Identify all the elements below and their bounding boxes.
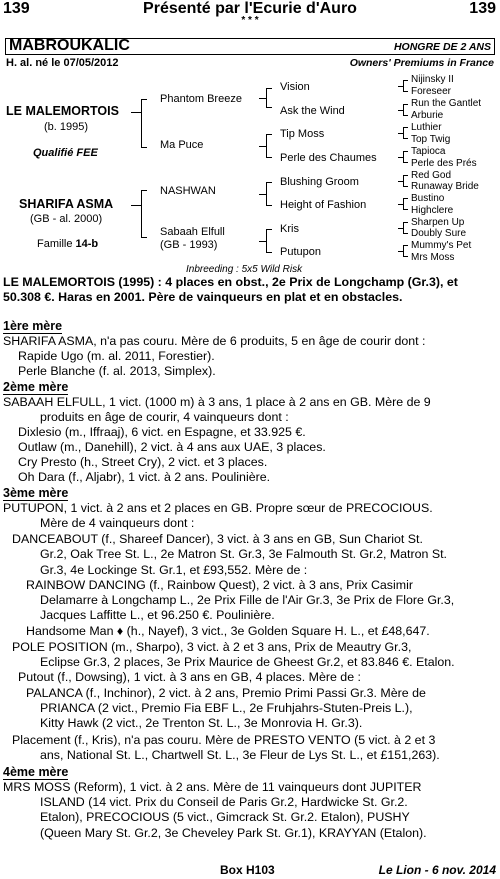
header-stars: * * * (241, 15, 259, 26)
m3-line: POLE POSITION (m., Sharpo), 3 vict. à 2 et 3 ans, Prix de Meautry Gr.3, (12, 640, 412, 654)
g3-height-of-fashion: Height of Fashion (280, 199, 367, 211)
section-third-dam: 3ème mère (3, 486, 69, 500)
m3-line: Mère de 4 vainqueurs dont : (40, 516, 195, 530)
section-fourth-dam: 4ème mère (3, 765, 69, 779)
m4-line: ISLAND (14 vict. Prix du Conseil de Paris Gr.2, Hardwicke St. Gr.2. (40, 795, 408, 809)
horse-sex-age: HONGRE DE 2 ANS (393, 41, 491, 53)
m4-line: Etalon), PRECOCIOUS (5 vict., Gimcrack St. Gr.2. Etalon), PUSHY (40, 810, 410, 824)
m3-line: ans, National St. L., Chartwell St. L., 3e Fleur de Lys St. L., et £151,263). (40, 748, 440, 762)
sire-birth: (b. 1995) (44, 121, 89, 133)
m3-line: Kitty Hawk (2 vict., 2e Trenton St. L., 3e Monrovia H. Gr.3). (40, 716, 363, 730)
m1-line: SHARIFA ASMA, n'a pas couru. Mère de 6 produits, 5 en âge de courir dont : (3, 334, 426, 348)
g3-ask-the-wind: Ask the Wind (280, 105, 345, 117)
m3-line: DANCEABOUT (f., Shareef Dancer), 3 vict. à 3 ans en GB, Sun Chariot St. (12, 532, 423, 546)
m3-line: Putout (f., Dowsing), 1 vict. à 3 ans en GB, 4 places. Mère de : (18, 670, 361, 684)
g4-perle-des-pres: Perle des Prés (411, 158, 477, 169)
m3-line: Gr.2, Oak Tree St. L., 2e Matron St. Gr.3, 3e Falmouth St. Gr.2, Matron St. (40, 547, 447, 561)
g3-perle-des-chaumes: Perle des Chaumes (280, 152, 377, 164)
m3-line: Handsome Man ♦ (h., Nayef), 3 vict., 3e Golden Square H. L., et £48,647. (26, 624, 430, 638)
g3-kris: Kris (280, 223, 299, 235)
horse-name: MABROUKALIC (9, 37, 130, 54)
g4-arburie: Arburie (411, 110, 444, 121)
g4-nijinsky-ii: Nijinsky II (411, 74, 454, 85)
m2-line: Dixlesio (m., Iffraaj), 6 vict. en Espagne, et 33.925 €. (18, 425, 306, 439)
g2-sabaah-elfull-origin: (GB - 1993) (160, 239, 218, 251)
g4-doubly-sure: Doubly Sure (411, 228, 467, 239)
g4-top-twig: Top Twig (411, 134, 451, 145)
g4-foreseer: Foreseer (411, 86, 452, 97)
g3-putupon: Putupon (280, 246, 321, 258)
g4-bustino: Bustino (411, 193, 445, 204)
g3-blushing-groom: Blushing Groom (280, 176, 359, 188)
m2-line: produits en âge de courir, 4 vainqueurs dont : (40, 410, 289, 424)
m3-line: PUTUPON, 1 vict. à 2 ans et 2 places en GB. Propre sœur de PRECOCIOUS. (3, 501, 433, 515)
g4-tapioca: Tapioca (411, 146, 446, 157)
family: Famille 14-b (37, 238, 99, 250)
m3-line: Jacques Laffitte L., et 96.250 €. Poulinière. (40, 608, 275, 622)
sire-note-line-2: 50.308 €. Haras en 2001. Père de vainqueurs en plat et en obstacles. (3, 290, 403, 304)
horse-birth: H. al. né le 07/05/2012 (6, 57, 119, 69)
sire-name: LE MALEMORTOIS (6, 104, 119, 118)
page-number-left: 139 (3, 0, 30, 17)
section-second-dam: 2ème mère (3, 380, 69, 394)
g4-mrs-moss: Mrs Moss (411, 252, 455, 263)
g3-vision: Vision (280, 81, 310, 93)
dam-birth: (GB - al. 2000) (30, 213, 103, 225)
m2-line: SABAAH ELFULL, 1 vict. (1000 m) à 3 ans, 1 place à 2 ans en GB. Mère de 9 (3, 395, 431, 409)
g3-tip-moss: Tip Moss (280, 128, 325, 140)
g4-run-the-gantlet: Run the Gantlet (411, 98, 482, 109)
m3-line: Delamarre à Longchamp L., 2e Prix Fille de l'Air Gr.3, 3e Prix de Flore Gr.3, (40, 593, 455, 607)
g4-luthier: Luthier (411, 122, 442, 133)
sire-qualification: Qualifié FEE (33, 147, 98, 159)
g4-sharpen-up: Sharpen Up (411, 217, 465, 228)
g4-highclere: Highclere (411, 205, 454, 216)
page-title: Présenté par l'Ecurie d'Auro (143, 0, 357, 17)
m2-line: Outlaw (m., Danehill), 2 vict. à 4 ans aux UAE, 3 places. (18, 440, 326, 454)
page-number-right: 139 (469, 0, 496, 17)
g2-sabaah-elfull: Sabaah Elfull (160, 226, 225, 238)
g4-mummys-pet: Mummy's Pet (411, 240, 472, 251)
m3-line: Gr.3, 4e Lockinge St. Gr.1, et £93,552. Mère de : (40, 563, 308, 577)
g2-nashwan: NASHWAN (160, 185, 216, 197)
m3-line: RAINBOW DANCING (f., Rainbow Quest), 2 vict. à 3 ans, Prix Casimir (26, 578, 413, 592)
footer-box-number: Box H103 (220, 863, 275, 877)
g2-ma-puce: Ma Puce (160, 139, 204, 151)
m3-line: Eclipse Gr.3, 2 places, 3e Prix Maurice de Gheest Gr.2, et 83.846 €. Etalon. (40, 655, 455, 669)
m1-line: Rapide Ugo (m. al. 2011, Forestier). (18, 349, 215, 363)
section-first-dam: 1ère mère (3, 319, 63, 333)
dam-name: SHARIFA ASMA (19, 197, 114, 211)
m2-line: Oh Dara (f., Aljabr), 1 vict. à 2 ans. Poulinière. (18, 470, 271, 484)
m1-line: Perle Blanche (f. al. 2013, Simplex). (18, 364, 216, 378)
m4-line: MRS MOSS (Reform), 1 vict. à 2 ans. Mère de 11 vainqueurs dont JUPITER (3, 780, 422, 794)
m3-line: Placement (f., Kris), n'a pas couru. Mère de PRESTO VENTO (5 vict. à 2 et 3 (12, 733, 436, 747)
inbreeding-note: Inbreeding : 5x5 Wild Risk (186, 264, 303, 275)
m4-line: (Queen Mary St. Gr.2, 3e Cheveley Park St. Gr.1), KRAYYAN (Etalon). (40, 826, 427, 840)
sire-note-line-1: LE MALEMORTOIS (1995) : 4 places en obst., 2e Prix de Longchamp (Gr.3), et (3, 275, 458, 289)
g2-phantom-breeze: Phantom Breeze (160, 93, 242, 105)
owners-premiums: Owners' Premiums in France (349, 57, 494, 69)
m2-line: Cry Presto (h., Street Cry), 2 vict. et 3 places. (18, 455, 268, 469)
m3-line: PALANCA (f., Inchinor), 2 vict. à 2 ans, Premio Primi Passi Gr.3. Mère de (26, 686, 426, 700)
m3-line: PRIANCA (2 vict., Premio Fia EBF L., 2e Fruhjahrs-Stuten-Preis L.), (40, 701, 413, 715)
g4-runaway-bride: Runaway Bride (411, 181, 479, 192)
g4-red-god: Red God (411, 170, 452, 181)
footer-sale-info: Le Lion - 6 nov. 2014 (378, 863, 496, 877)
